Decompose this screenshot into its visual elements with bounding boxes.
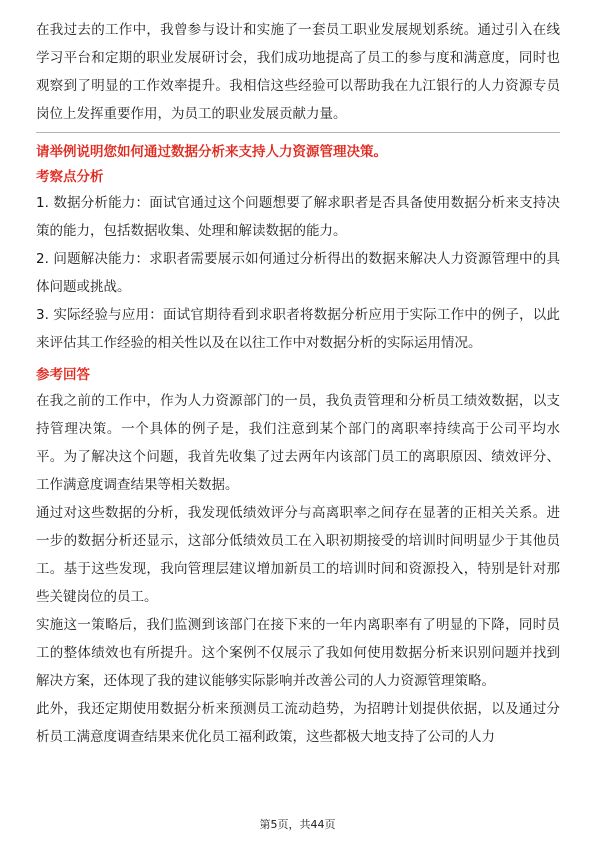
answer-paragraph: 通过对这些数据的分析，我发现低绩效评分与高离职率之间存在显著的正相关关系。进一步的数据分析还显示，这部分低绩效员工在入职初期接受的培训时间明显少于其他员工。基于这些发现，我向管理层建议增加新员工的培训时间和资源投入，特别是针对那些关键岗位的员工。 xyxy=(36,505,560,605)
intro-paragraph: 在我过去的工作中，我曾参与设计和实施了一套员工职业发展规划系统。通过引入在线学习平台和定期的职业发展研讨会，我们成功地提高了员工的参与度和满意度，同时也观察到了明显的工作效率提升。我相信这些经验可以帮助我在九江银行的人力资源专员岗位上发挥重要作用，为员工的职业发展贡献力量。 xyxy=(36,22,560,122)
analysis-point: 2. 问题解决能力：求职者需要展示如何通过分析得出的数据来解决人力资源管理中的具体问题或挑战。 xyxy=(36,251,560,295)
question-text: 请举例说明您如何通过数据分析来支持人力资源管理决策。 xyxy=(36,144,387,160)
answer-paragraph: 在我之前的工作中，作为人力资源部门的一员，我负责管理和分析员工绩效数据，以支持管理决策。一个具体的例子是，我们注意到某个部门的离职率持续高于公司平均水平。为了解决这个问题，我首先收集了过去两年内该部门员工的离职原因、绩效评分、工作满意度调查结果等相关数据。 xyxy=(36,393,560,493)
answer-paragraph: 此外，我还定期使用数据分析来预测员工流动趋势，为招聘计划提供依据，以及通过分析员工满意度调查结果来优化员工福利政策，这些都极大地支持了公司的人力 xyxy=(36,701,560,745)
analysis-heading: 考察点分析 xyxy=(36,169,104,185)
page-number: 第5页，共44页 xyxy=(259,818,336,831)
answer-paragraph: 实施这一策略后，我们监测到该部门在接下来的一年内离职率有了明显的下降，同时员工的整体绩效也有所提升。这个案例不仅展示了我如何使用数据分析来识别问题并找到解决方案，还体现了我的建议能够实际影响并改善公司的人力资源管理策略。 xyxy=(36,617,560,689)
analysis-point: 1. 数据分析能力：面试官通过这个问题想要了解求职者是否具备使用数据分析来支持决策的能力，包括数据收集、处理和解读数据的能力。 xyxy=(36,195,560,239)
document-body xyxy=(36,16,560,751)
section-divider xyxy=(36,132,560,133)
answer-heading: 参考回答 xyxy=(36,367,90,383)
analysis-point: 3. 实际经验与应用：面试官期待看到求职者将数据分析应用于实际工作中的例子，以此来评估其工作经验的相关性以及在以往工作中对数据分析的实际运用情况。 xyxy=(36,307,560,351)
